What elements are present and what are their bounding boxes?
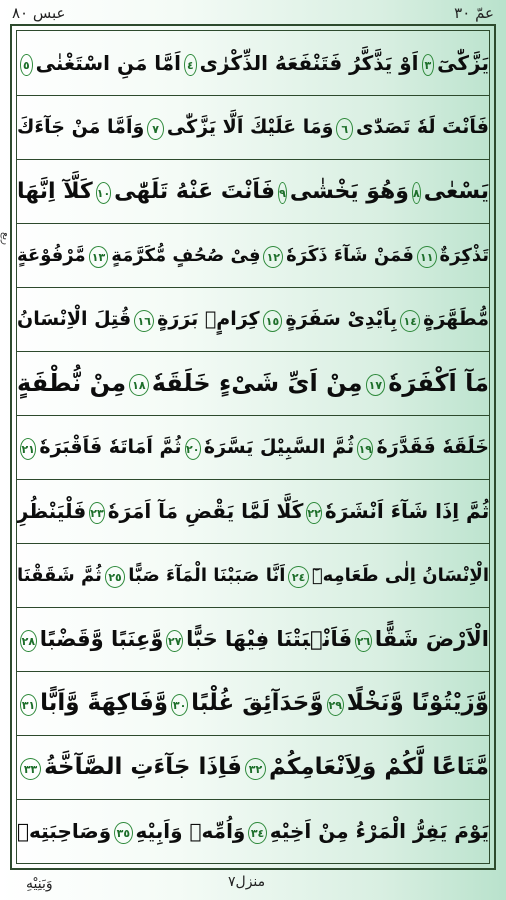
verse-text: مَآ اَكْفَرَهٗ xyxy=(388,369,489,397)
verse-text: فَاَنْتَ عَنْهُ تَلَهّٰى xyxy=(114,178,276,204)
text-frame xyxy=(10,24,496,870)
ayah-number-marker: ١٧ xyxy=(366,374,386,396)
verse-text: فَمَنْ شَآءَ ذَكَرَهٗ xyxy=(286,244,414,266)
surah-name: عبس ٨٠ xyxy=(12,4,66,22)
verse-text: وَصَاحِبَتِهٖ xyxy=(17,819,112,843)
ayah-number-marker: ٦ xyxy=(336,118,353,140)
juz-name: عمّ ٣٠ xyxy=(454,4,494,22)
verse-line xyxy=(17,607,489,672)
verse-text: يَسْعٰى xyxy=(423,178,489,204)
ayah-number-marker: ٢١ xyxy=(20,438,36,460)
ayah-number-marker: ٢٧ xyxy=(166,630,183,652)
verse-text: وَاَمَّا مَنْ جَآءَكَ xyxy=(17,116,145,138)
verse-line xyxy=(17,31,489,96)
ayah-number-marker: ٣٥ xyxy=(114,822,132,844)
ayah-number-marker: ٢٥ xyxy=(105,566,125,588)
verse-line xyxy=(17,95,489,160)
verse-text: مِنْ نُّطْفَةٍ xyxy=(17,369,127,397)
ayah-number-marker: ١١ xyxy=(417,246,437,268)
ayah-number-marker: ١٩ xyxy=(357,438,373,460)
verse-line xyxy=(17,351,489,416)
verse-text: وَاُمِّهٖ وَاَبِيْهِ xyxy=(135,819,246,843)
verse-text: خَلَقَهٗ فَقَدَّرَهٗ xyxy=(376,436,489,458)
verse-text: فَاَنْۢبَتْنَا فِيْهَا حَبًّا xyxy=(186,627,353,651)
verse-text: وَّحَدَآئِقَ غُلْبًا xyxy=(191,690,324,716)
verse-text: وَمَا عَلَيْكَ اَلَّا يَزَّكّٰى xyxy=(166,116,334,138)
ayah-number-marker: ١٢ xyxy=(263,246,283,268)
verse-text: الْاِنْسَانُ اِلٰى طَعَامِهٖٓ xyxy=(311,564,489,586)
ayah-number-marker: ٣٢ xyxy=(245,758,266,780)
verse-line xyxy=(17,671,489,736)
ayah-number-marker: ٣ xyxy=(422,54,435,76)
verse-line xyxy=(17,799,489,863)
verse-text: ثُمَّ شَقَقْنَا xyxy=(17,564,102,586)
ayah-number-marker: ٢٢ xyxy=(306,502,321,524)
verse-text: فَاَنْتَ لَهٗ تَصَدّٰى xyxy=(356,116,489,138)
verse-text: يَوْمَ يَفِرُّ الْمَرْءُ مِنْ اَخِيْهِ xyxy=(269,819,489,843)
verse-text: فِىْ صُحُفٍ مُّكَرَّمَةٍ xyxy=(111,244,261,266)
ayah-number-marker: ٢٦ xyxy=(355,630,372,652)
ayah-number-marker: ٢٣ xyxy=(89,502,104,524)
verse-text: مَّرْفُوْعَةٍ xyxy=(17,244,86,266)
verse-text: كَلَّا لَمَّا يَقْضِ مَآ اَمَرَهٗ xyxy=(107,499,304,523)
verse-text: مُّطَهَّرَةٍ xyxy=(423,308,489,330)
verse-line xyxy=(17,735,489,800)
verse-line xyxy=(17,223,489,288)
ayah-number-marker: ٣١ xyxy=(20,694,37,716)
ayah-number-marker: ١٦ xyxy=(134,310,154,332)
verse-line xyxy=(17,543,489,608)
ayah-number-marker: ٧ xyxy=(147,118,164,140)
verse-line xyxy=(17,415,489,480)
ayah-number-marker: ١٥ xyxy=(263,310,283,332)
ayah-number-marker: ٣٠ xyxy=(171,694,188,716)
verse-lines xyxy=(16,30,490,864)
ayah-number-marker: ٢٨ xyxy=(20,630,37,652)
ayah-number-marker: ٢٩ xyxy=(327,694,344,716)
ayah-number-marker: ١٣ xyxy=(89,246,109,268)
verse-text: وَّزَيْتُوْنًا وَّنَخْلًا xyxy=(346,690,489,716)
verse-text: تَذْكِرَةٌ xyxy=(439,244,489,266)
verse-text: ثُمَّ اَمَاتَهٗ فَاَقْبَرَهٗ xyxy=(39,436,182,458)
verse-text: كِرَامٍۭ بَرَرَةٍ xyxy=(157,308,260,330)
catchword: وَبَنِيْهِ xyxy=(26,876,53,892)
verse-text: كَلَّآ اِنَّهَا xyxy=(17,178,93,204)
verse-text: ثُمَّ السَّبِيْلَ يَسَّرَهٗ xyxy=(203,436,355,458)
ayah-number-marker: ١٨ xyxy=(129,374,149,396)
verse-text: بِاَيْدِىْ سَفَرَةٍ xyxy=(285,308,398,330)
ayah-number-marker: ٤ xyxy=(184,54,197,76)
ayah-number-marker: ٩ xyxy=(278,182,287,204)
ayah-number-marker: ٢٠ xyxy=(185,438,201,460)
rub-marker: ربع xyxy=(0,232,11,245)
verse-text: وَّعِنَبًا وَّقَضْبًا xyxy=(39,627,164,651)
verse-text: ثُمَّ اِذَا شَآءَ اَنْشَرَهٗ xyxy=(324,499,489,523)
verse-text: وَهُوَ يَخْشٰى xyxy=(289,178,409,204)
verse-text: فَاِذَا جَآءَتِ الصَّآخَّةُ xyxy=(44,754,242,780)
verse-line xyxy=(17,287,489,352)
ayah-number-marker: ٥ xyxy=(20,54,33,76)
ayah-number-marker: ٢٤ xyxy=(288,566,308,588)
verse-text: وَّفَاكِهَةً وَّاَبًّا xyxy=(40,690,169,716)
ayah-number-marker: ٣٤ xyxy=(248,822,266,844)
verse-text: فَلْيَنْظُرِ xyxy=(17,499,87,523)
ayah-number-marker: ٨ xyxy=(412,182,421,204)
verse-text: مِنْ اَىِّ شَىْءٍ خَلَقَهٗ xyxy=(151,369,363,397)
manzil-label: منزل٧ xyxy=(228,874,266,890)
verse-line xyxy=(17,159,489,224)
verse-line xyxy=(17,479,489,544)
ayah-number-marker: ٣٣ xyxy=(20,758,41,780)
verse-text: اَمَّا مَنِ اسْتَغْنٰى xyxy=(35,51,182,75)
page-footer xyxy=(0,872,506,898)
verse-text: قُتِلَ الْاِنْسَانُ xyxy=(17,308,132,330)
verse-text: اَوْ يَذَّكَّرُ فَتَنْفَعَهُ الذِّكْرٰى xyxy=(199,51,419,75)
verse-text: الْاَرْضَ شَقًّا xyxy=(374,627,489,651)
verse-text: اَنَّا صَبَبْنَا الْمَآءَ صَبًّا xyxy=(128,564,286,586)
verse-text: يَزَّكّٰىٓ xyxy=(437,51,489,75)
ayah-number-marker: ١٠ xyxy=(96,182,111,204)
page-header xyxy=(12,2,494,24)
verse-text: مَّتَاعًا لَّكُمْ وَلِاَنْعَامِكُمْ xyxy=(268,754,489,780)
ayah-number-marker: ١٤ xyxy=(400,310,420,332)
